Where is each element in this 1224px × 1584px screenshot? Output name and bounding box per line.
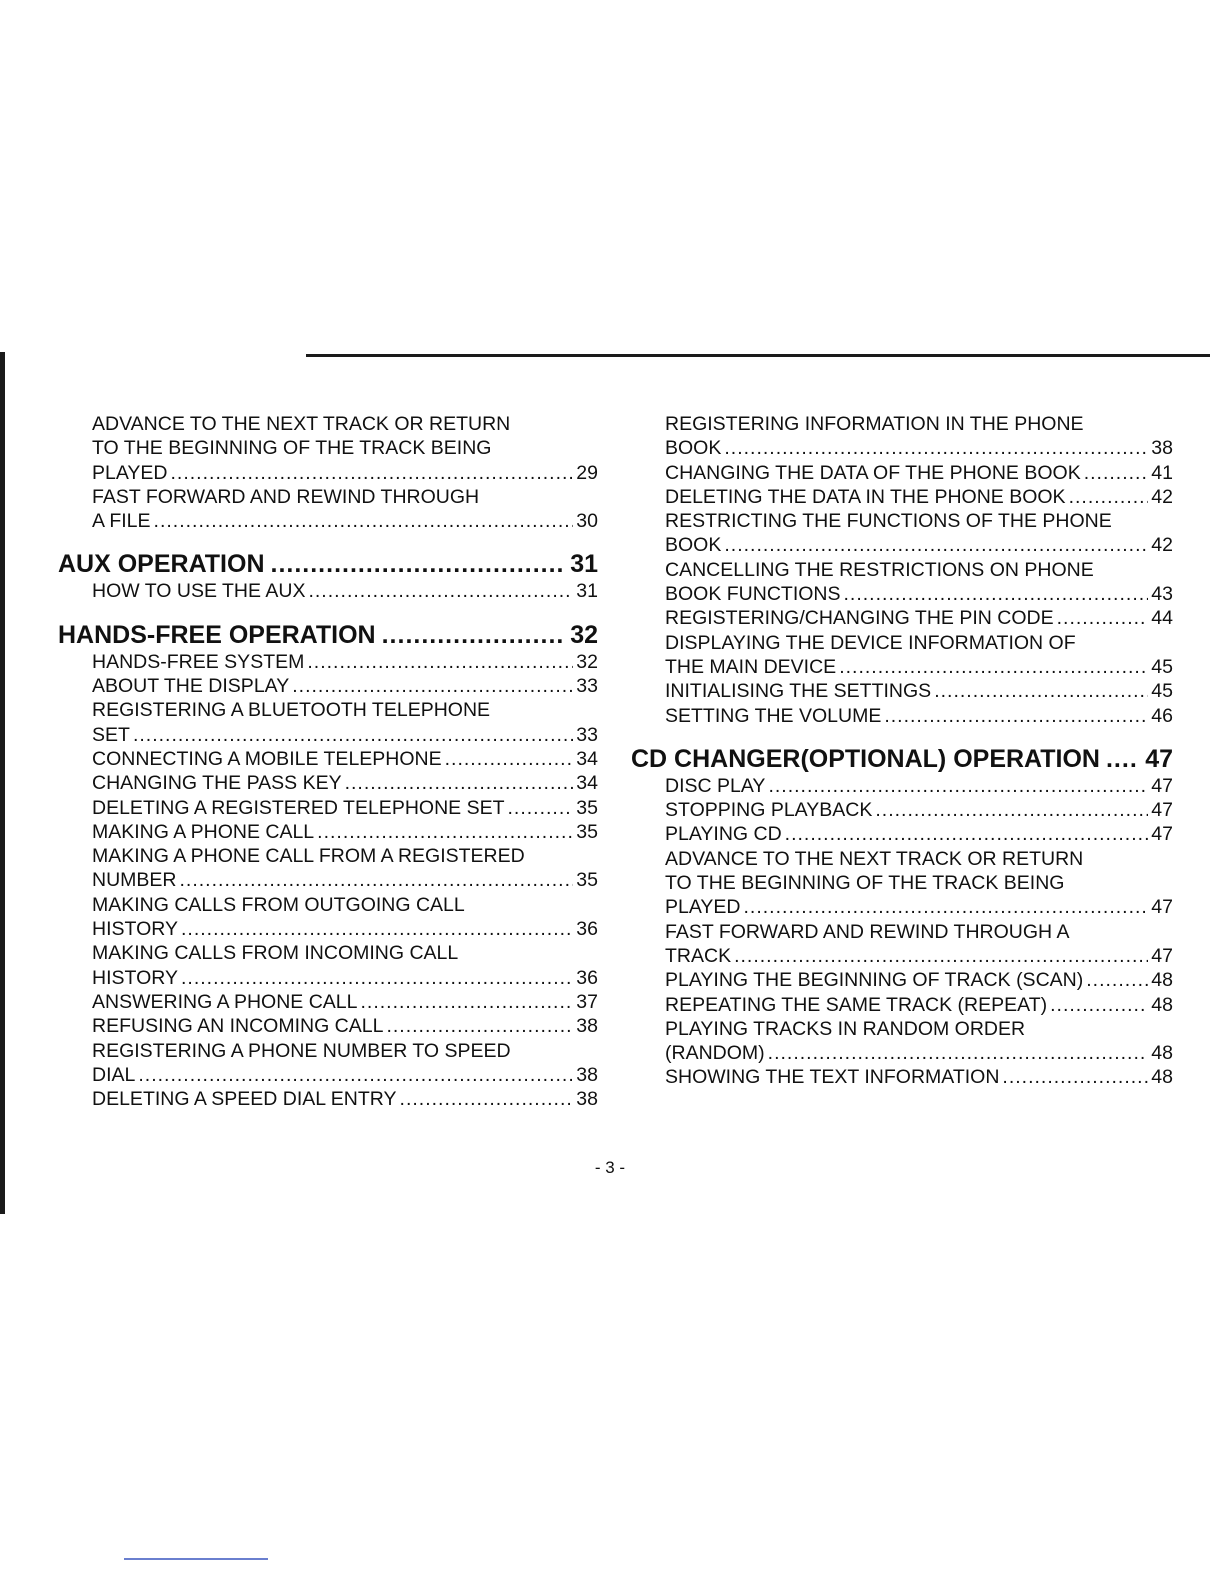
- entry-page-number: 47: [1151, 799, 1173, 822]
- entry-final-line: [92, 747, 598, 771]
- entry-final-line: [92, 966, 598, 990]
- toc-entry: [631, 412, 1173, 461]
- entry-text-line: BOOK: [665, 534, 722, 557]
- toc-entry: [58, 1014, 598, 1038]
- toc-entry: [58, 941, 598, 990]
- entry-page-number: 31: [576, 580, 598, 603]
- toc-left-column: [58, 412, 598, 1111]
- toc-entry: [58, 698, 598, 747]
- entry-page-number: 43: [1151, 583, 1173, 606]
- dot-leader: [1057, 606, 1149, 630]
- toc-entry: [631, 558, 1173, 607]
- entry-text-line: REGISTERING A PHONE NUMBER TO SPEED: [92, 1039, 511, 1062]
- toc-entry: [58, 1087, 598, 1111]
- section-page-number: 47: [1145, 744, 1173, 773]
- entry-text-line: MAKING CALLS FROM OUTGOING CALL: [92, 893, 465, 916]
- entry-text-line: REGISTERING INFORMATION IN THE PHONE: [665, 413, 1084, 435]
- entry-final-line: [665, 1041, 1173, 1065]
- entry-text-line: CHANGING THE DATA OF THE PHONE BOOK: [665, 461, 1081, 484]
- toc-section-heading: [58, 620, 598, 650]
- dot-leader: [1084, 461, 1149, 485]
- dot-leader: [180, 868, 574, 892]
- section-page-number: 32: [570, 620, 598, 649]
- dot-leader: [1050, 993, 1148, 1017]
- entry-text-line: DIAL: [92, 1063, 136, 1086]
- entry-text-line: REGISTERING/CHANGING THE PIN CODE: [665, 607, 1054, 630]
- entry-text-line: ANSWERING A PHONE CALL: [92, 990, 358, 1013]
- dot-leader: [361, 990, 574, 1014]
- entry-text-line: TO THE BEGINNING OF THE TRACK BEING: [665, 872, 1065, 895]
- entry-final-line: [92, 1087, 598, 1111]
- entry-final-line: [92, 509, 598, 533]
- dot-leader: [133, 723, 573, 747]
- dot-leader: [307, 650, 573, 674]
- dot-leader: [1002, 1065, 1148, 1089]
- entry-final-line: [665, 461, 1173, 485]
- entry-page-number: 47: [1151, 774, 1173, 797]
- entry-page-number: 37: [576, 990, 598, 1013]
- dot-leader: [317, 820, 573, 844]
- toc-entry: [631, 798, 1173, 822]
- header-rule: [306, 354, 1210, 357]
- entry-final-line: [665, 533, 1173, 557]
- dot-leader: [138, 1063, 573, 1087]
- entry-page-number: 38: [576, 1015, 598, 1038]
- entry-page-number: 38: [576, 1088, 598, 1111]
- entry-final-line: [92, 461, 598, 485]
- entry-final-line: [665, 1065, 1173, 1089]
- dot-leader: [1106, 744, 1139, 774]
- entry-page-number: 35: [576, 869, 598, 892]
- entry-text-line: A FILE: [92, 510, 151, 533]
- entry-final-line: [92, 990, 598, 1014]
- entry-final-line: [92, 917, 598, 941]
- entry-final-line: [665, 582, 1173, 606]
- entry-final-line: [665, 822, 1173, 846]
- toc-entry: [631, 509, 1173, 558]
- entry-final-line: [665, 704, 1173, 728]
- entry-text-line: DELETING THE DATA IN THE PHONE BOOK: [665, 485, 1066, 508]
- toc-entry: [631, 1017, 1173, 1066]
- toc-entry: [58, 893, 598, 942]
- dot-leader: [400, 1087, 574, 1111]
- entry-page-number: 47: [1151, 944, 1173, 967]
- dot-leader: [844, 582, 1149, 606]
- entry-text-line: HANDS-FREE SYSTEM: [92, 650, 305, 673]
- entry-text-line: THE MAIN DEVICE: [665, 655, 837, 678]
- dot-leader: [734, 944, 1148, 968]
- entry-final-line: [92, 796, 598, 820]
- entry-final-line: [665, 655, 1173, 679]
- entry-page-number: 38: [576, 1063, 598, 1086]
- toc-entry: [58, 412, 598, 485]
- toc-entry: [58, 747, 598, 771]
- entry-page-number: 48: [1151, 1066, 1173, 1089]
- entry-page-number: 46: [1151, 704, 1173, 727]
- toc-section-heading: [631, 744, 1173, 774]
- entry-final-line: [665, 993, 1173, 1017]
- entry-text-line: REPEATING THE SAME TRACK (REPEAT): [665, 993, 1048, 1016]
- entry-final-line: [92, 674, 598, 698]
- toc-entry: [631, 968, 1173, 992]
- dot-leader: [154, 509, 574, 533]
- entry-page-number: 32: [576, 650, 598, 673]
- entry-page-number: 38: [1151, 437, 1173, 460]
- toc-entry: [631, 920, 1173, 969]
- entry-text-line: RESTRICTING THE FUNCTIONS OF THE PHONE: [665, 510, 1112, 533]
- entry-final-line: [92, 1063, 598, 1087]
- section-page-number: 31: [570, 550, 598, 579]
- entry-page-number: 35: [576, 820, 598, 843]
- toc-entry: [631, 485, 1173, 509]
- dot-leader: [724, 533, 1148, 557]
- entry-text-line: ADVANCE TO THE NEXT TRACK OR RETURN: [92, 413, 511, 435]
- entry-final-line: [665, 968, 1173, 992]
- toc-entry: [631, 704, 1173, 728]
- entry-text-line: INITIALISING THE SETTINGS: [665, 680, 932, 703]
- entry-text-line: NUMBER: [92, 869, 177, 892]
- entry-text-line: CHANGING THE PASS KEY: [92, 772, 342, 795]
- dot-leader: [345, 771, 574, 795]
- entry-text-line: TO THE BEGINNING OF THE TRACK BEING: [92, 437, 492, 460]
- entry-page-number: 41: [1151, 461, 1173, 484]
- entry-text-line: SET: [92, 723, 130, 746]
- entry-final-line: [92, 820, 598, 844]
- toc-entry: [631, 993, 1173, 1017]
- dot-leader: [445, 747, 574, 771]
- entry-text-line: (RANDOM): [665, 1042, 765, 1065]
- toc-section-heading: [58, 549, 598, 579]
- entry-page-number: 48: [1151, 1042, 1173, 1065]
- footer-rule: [124, 1558, 268, 1560]
- entry-text-line: FAST FORWARD AND REWIND THROUGH A: [665, 920, 1070, 943]
- toc-entry: [631, 606, 1173, 630]
- entry-page-number: 45: [1151, 655, 1173, 678]
- entry-final-line: [665, 774, 1173, 798]
- section-title: CD CHANGER(OPTIONAL) OPERATION: [631, 744, 1100, 773]
- toc-entry: [58, 485, 598, 534]
- toc-entry: [58, 844, 598, 893]
- dot-leader: [292, 674, 573, 698]
- entry-page-number: 36: [576, 966, 598, 989]
- toc-entry: [58, 674, 598, 698]
- entry-final-line: [665, 895, 1173, 919]
- entry-page-number: 47: [1151, 896, 1173, 919]
- entry-page-number: 42: [1151, 534, 1173, 557]
- dot-leader: [171, 461, 574, 485]
- dot-leader: [1069, 485, 1149, 509]
- dot-leader: [839, 655, 1148, 679]
- toc-entry: [631, 847, 1173, 920]
- toc-entry: [631, 679, 1173, 703]
- dot-leader: [1086, 968, 1148, 992]
- toc-entry: [58, 796, 598, 820]
- dot-leader: [181, 917, 573, 941]
- section-title: HANDS-FREE OPERATION: [58, 620, 376, 649]
- dot-leader: [768, 1041, 1149, 1065]
- entry-page-number: 33: [576, 723, 598, 746]
- toc-entry: [58, 650, 598, 674]
- page-number: - 3 -: [594, 1158, 626, 1177]
- entry-text-line: DISC PLAY: [665, 774, 766, 797]
- entry-text-line: SETTING THE VOLUME: [665, 704, 882, 727]
- dot-leader: [934, 679, 1148, 703]
- entry-page-number: 30: [576, 510, 598, 533]
- entry-text-line: BOOK FUNCTIONS: [665, 583, 841, 606]
- toc-entry: [631, 461, 1173, 485]
- entry-final-line: [92, 579, 598, 603]
- entry-final-line: [92, 771, 598, 795]
- dot-leader: [724, 436, 1148, 460]
- entry-text-line: TRACK: [665, 944, 732, 967]
- toc-entry: [58, 990, 598, 1014]
- entry-text-line: HISTORY: [92, 966, 178, 989]
- entry-final-line: [665, 436, 1173, 460]
- toc-right-column: [631, 412, 1173, 1090]
- entry-final-line: [665, 944, 1173, 968]
- entry-text-line: HISTORY: [92, 918, 178, 941]
- entry-text-line: DELETING A SPEED DIAL ENTRY: [92, 1088, 397, 1111]
- entry-text-line: CANCELLING THE RESTRICTIONS ON PHONE: [665, 558, 1094, 581]
- entry-page-number: 47: [1151, 823, 1173, 846]
- entry-page-number: 45: [1151, 680, 1173, 703]
- entry-page-number: 48: [1151, 993, 1173, 1016]
- entry-page-number: 34: [576, 772, 598, 795]
- dot-leader: [308, 579, 573, 603]
- dot-leader: [785, 822, 1149, 846]
- entry-text-line: MAKING A PHONE CALL FROM A REGISTERED: [92, 845, 525, 868]
- entry-text-line: DELETING A REGISTERED TELEPHONE SET: [92, 796, 505, 819]
- entry-final-line: [92, 1014, 598, 1038]
- entry-text-line: PLAYING THE BEGINNING OF TRACK (SCAN): [665, 969, 1084, 992]
- entry-final-line: [92, 868, 598, 892]
- dot-leader: [508, 796, 574, 820]
- toc-entry: [58, 1039, 598, 1088]
- dot-leader: [744, 895, 1149, 919]
- dot-leader: [884, 704, 1148, 728]
- dot-leader: [386, 1014, 573, 1038]
- entry-text-line: PLAYED: [665, 896, 741, 919]
- toc-entry: [631, 1065, 1173, 1089]
- toc-entry: [631, 822, 1173, 846]
- entry-page-number: 29: [576, 461, 598, 484]
- entry-page-number: 36: [576, 918, 598, 941]
- scan-edge-shadow: [0, 352, 5, 1214]
- dot-leader: [768, 774, 1148, 798]
- entry-final-line: [92, 650, 598, 674]
- entry-final-line: [665, 798, 1173, 822]
- entry-text-line: PLAYED: [92, 461, 168, 484]
- toc-entry: [58, 771, 598, 795]
- toc-entry: [58, 820, 598, 844]
- entry-text-line: STOPPING PLAYBACK: [665, 799, 873, 822]
- entry-text-line: PLAYING TRACKS IN RANDOM ORDER: [665, 1017, 1026, 1040]
- entry-text-line: DISPLAYING THE DEVICE INFORMATION OF: [665, 631, 1076, 654]
- toc-entry: [631, 774, 1173, 798]
- dot-leader: [875, 798, 1148, 822]
- entry-final-line: [92, 723, 598, 747]
- entry-page-number: 33: [576, 675, 598, 698]
- entry-text-line: PLAYING CD: [665, 823, 782, 846]
- entry-page-number: 48: [1151, 969, 1173, 992]
- entry-page-number: 42: [1151, 485, 1173, 508]
- entry-page-number: 34: [576, 747, 598, 770]
- toc-entry: [58, 579, 598, 603]
- entry-final-line: [665, 485, 1173, 509]
- section-title: AUX OPERATION: [58, 550, 265, 579]
- dot-leader: [271, 549, 565, 579]
- entry-final-line: [665, 679, 1173, 703]
- toc-entry: [631, 631, 1173, 680]
- entry-text-line: REGISTERING A BLUETOOTH TELEPHONE: [92, 699, 491, 722]
- entry-text-line: MAKING CALLS FROM INCOMING CALL: [92, 942, 459, 965]
- entry-text-line: FAST FORWARD AND REWIND THROUGH: [92, 485, 480, 508]
- entry-text-line: SHOWING THE TEXT INFORMATION: [665, 1066, 1000, 1089]
- entry-page-number: 44: [1151, 607, 1173, 630]
- entry-page-number: 35: [576, 796, 598, 819]
- entry-text-line: REFUSING AN INCOMING CALL: [92, 1015, 384, 1038]
- entry-text-line: ADVANCE TO THE NEXT TRACK OR RETURN: [665, 847, 1084, 870]
- entry-text-line: HOW TO USE THE AUX: [92, 580, 306, 603]
- entry-text-line: ABOUT THE DISPLAY: [92, 675, 290, 698]
- entry-text-line: CONNECTING A MOBILE TELEPHONE: [92, 747, 442, 770]
- entry-text-line: BOOK: [665, 437, 722, 460]
- entry-text-line: MAKING A PHONE CALL: [92, 820, 315, 843]
- dot-leader: [181, 966, 573, 990]
- dot-leader: [382, 620, 565, 650]
- entry-final-line: [665, 606, 1173, 630]
